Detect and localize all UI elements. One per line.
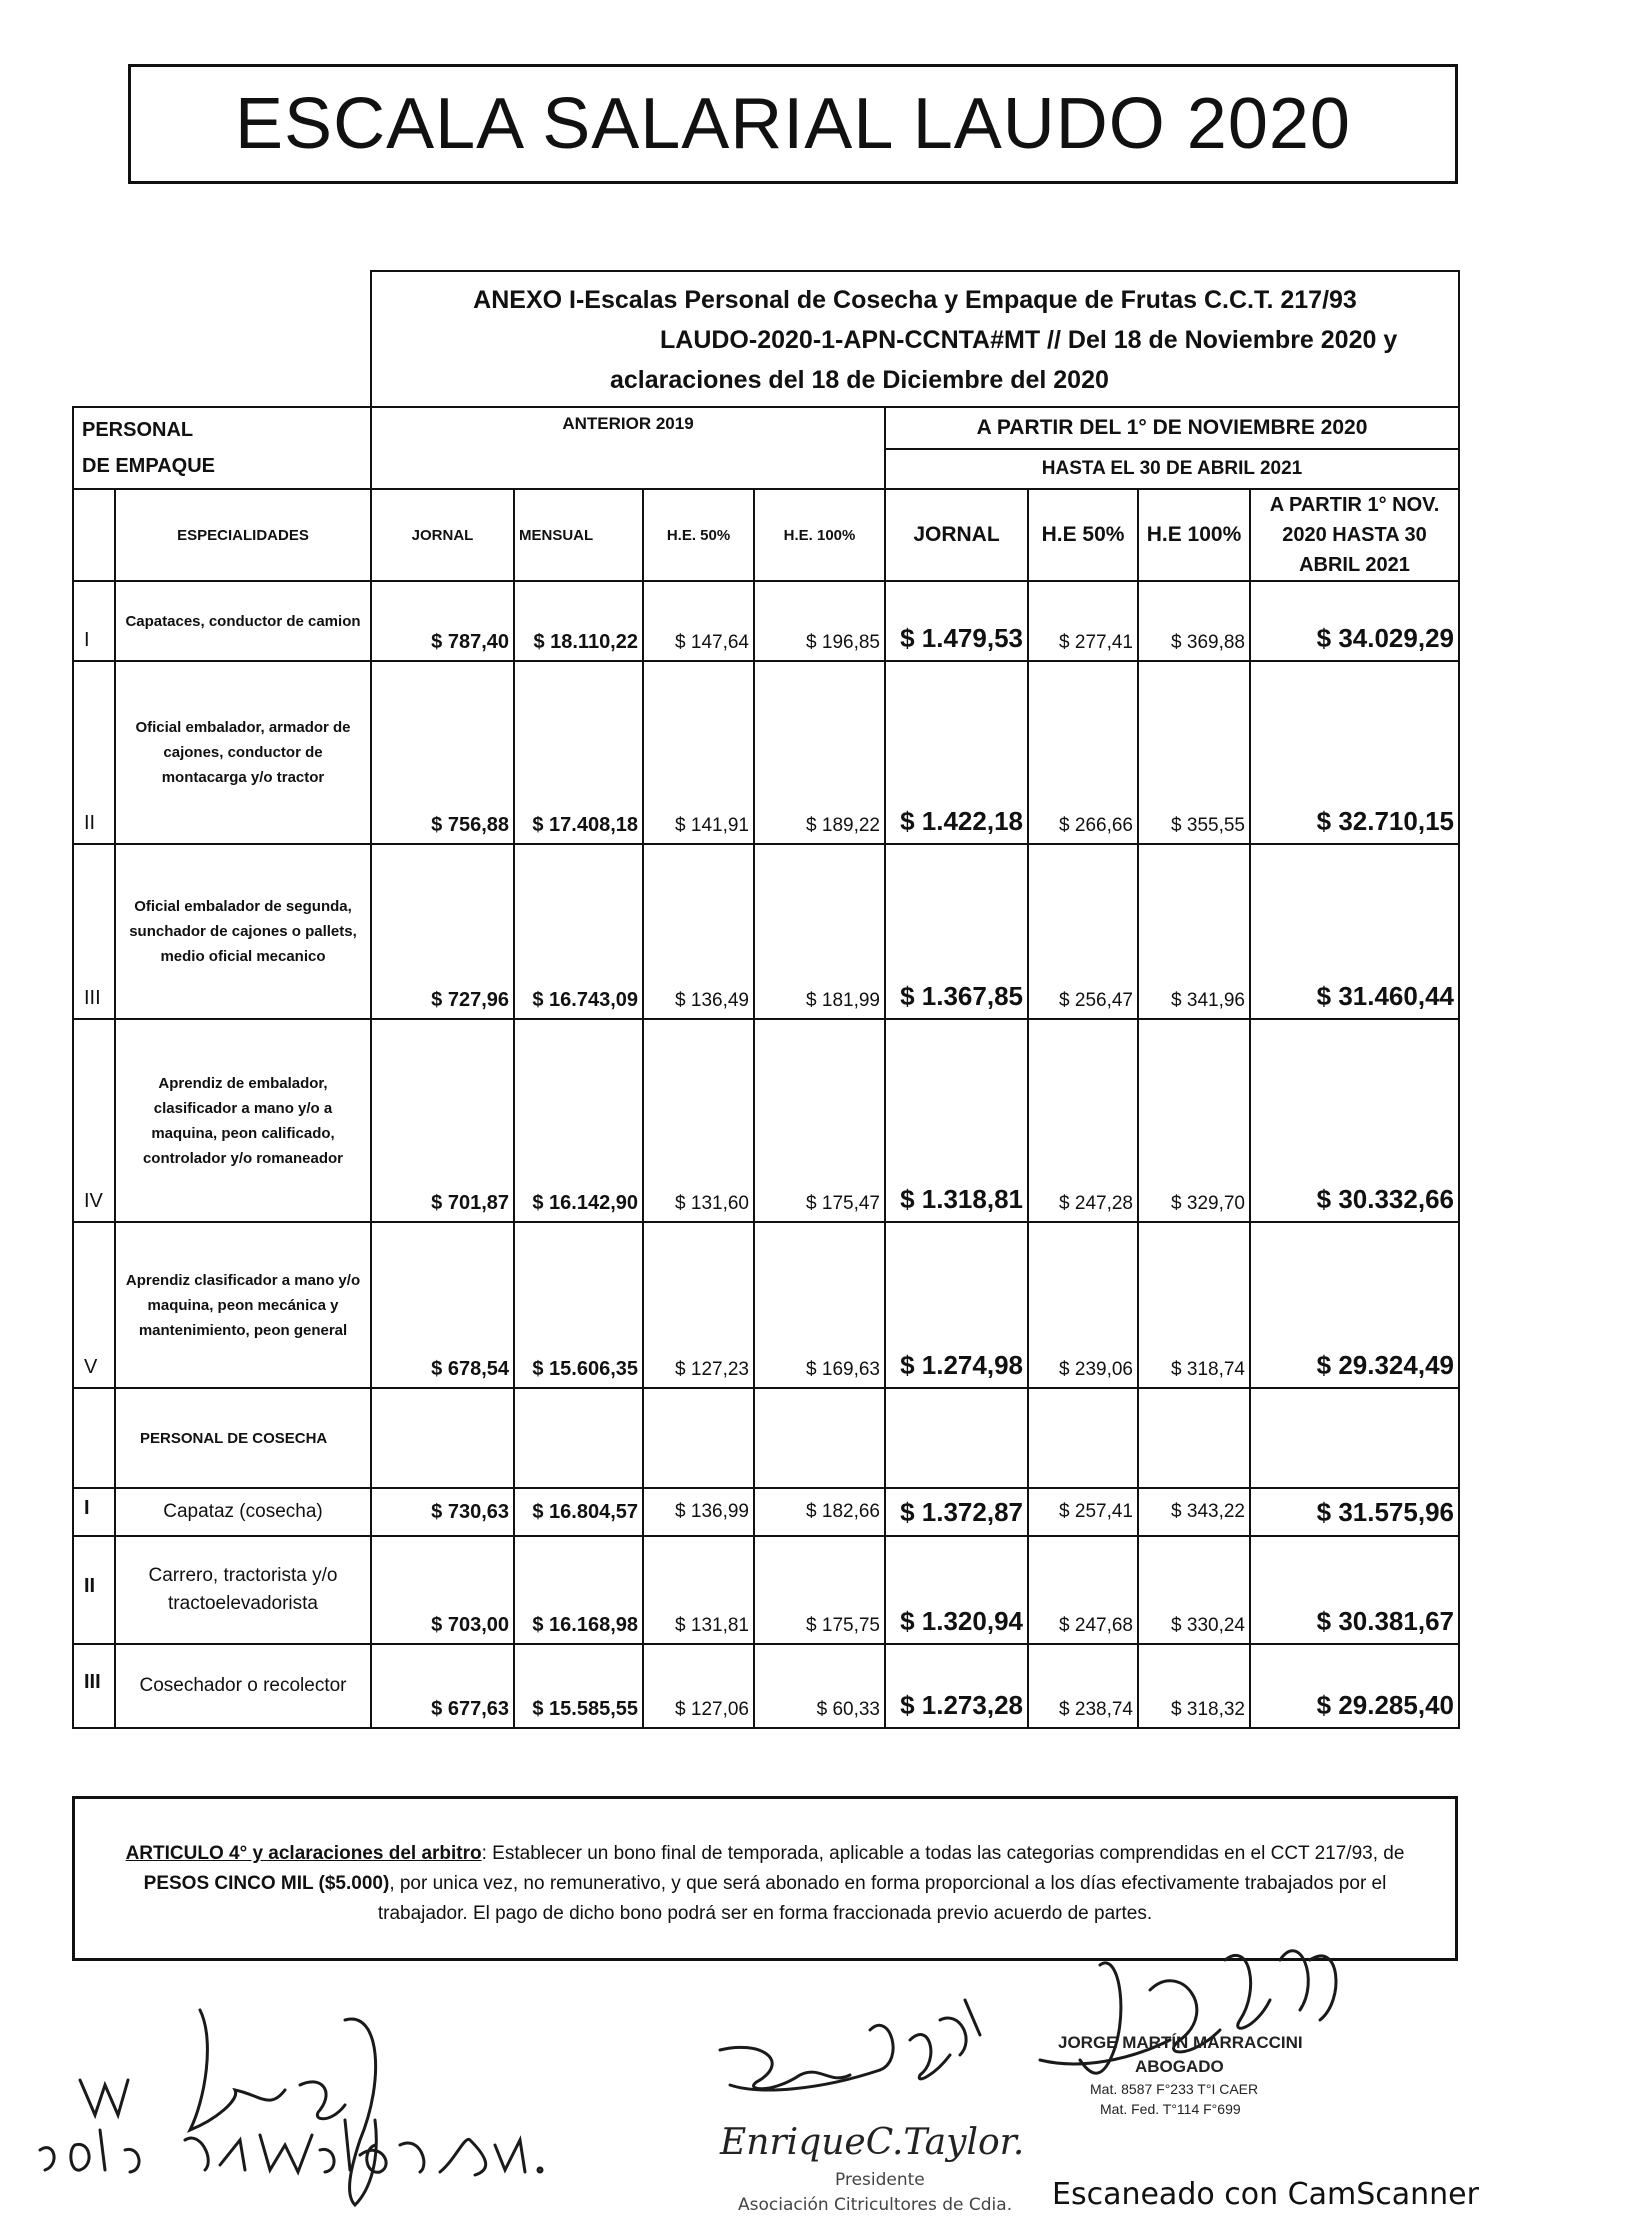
category-number: I xyxy=(73,581,115,661)
he50-2019-header: H.E. 50% xyxy=(643,489,754,581)
specialty-description: Carrero, tractorista y/o tractoelevadorista xyxy=(115,1536,371,1644)
he100-2020-value: $ 341,96 xyxy=(1138,844,1250,1019)
specialty-description: Aprendiz clasificador a mano y/o maquina, peon mecánica y mantenimiento, peon general xyxy=(115,1222,371,1388)
jornal-2019-value: $ 730,63 xyxy=(371,1488,514,1536)
jornal-2020-value: $ 1.274,98 xyxy=(885,1222,1028,1388)
mensual-2019-value: $ 16.743,09 xyxy=(514,844,643,1019)
he100-2019-value: $ 189,22 xyxy=(754,661,885,844)
lawyer-title: ABOGADO xyxy=(1135,2057,1224,2076)
jornal-2019-value: $ 756,88 xyxy=(371,661,514,844)
he50-2020-value: $ 247,28 xyxy=(1028,1019,1138,1222)
he100-2019-value: $ 182,66 xyxy=(754,1488,885,1536)
president-signature-name: EnriqueC.Taylor. xyxy=(720,2122,1025,2163)
jornal-2020-value: $ 1.372,87 xyxy=(885,1488,1028,1536)
especialidades-header: ESPECIALIDADES xyxy=(115,489,371,581)
anterior-2019-header: ANTERIOR 2019 xyxy=(371,407,885,489)
center-signature xyxy=(720,2000,980,2090)
he100-2020-value: $ 369,88 xyxy=(1138,581,1250,661)
mensual-2019-header: MENSUAL xyxy=(514,489,643,581)
he100-2020-value: $ 355,55 xyxy=(1138,661,1250,844)
he50-2019-value: $ 136,49 xyxy=(643,844,754,1019)
he100-2019-header: H.E. 100% xyxy=(754,489,885,581)
he50-2020-value: $ 247,68 xyxy=(1028,1536,1138,1644)
jornal-2020-value: $ 1.422,18 xyxy=(885,661,1028,844)
mensual-2019-value: $ 16.804,57 xyxy=(514,1488,643,1536)
he50-2020-header: H.E 50% xyxy=(1028,489,1138,581)
president-title: Presidente xyxy=(835,2170,925,2190)
anexo-line-3: aclaraciones del 18 de Diciembre del 2020 xyxy=(610,366,1109,394)
he50-2019-value: $ 147,64 xyxy=(643,581,754,661)
cosecha-section-title: PERSONAL DE COSECHA xyxy=(115,1388,371,1488)
mensual-2020-value: $ 29.285,40 xyxy=(1250,1644,1459,1728)
mensual-2020-value: $ 31.460,44 xyxy=(1250,844,1459,1019)
he50-2019-value: $ 127,06 xyxy=(643,1644,754,1728)
mensual-2020-value: $ 31.575,96 xyxy=(1250,1488,1459,1536)
he100-2019-value: $ 181,99 xyxy=(754,844,885,1019)
jornal-2020-value: $ 1.479,53 xyxy=(885,581,1028,661)
mensual-2019-value: $ 17.408,18 xyxy=(514,661,643,844)
he100-2019-value: $ 60,33 xyxy=(754,1644,885,1728)
he50-2020-value: $ 256,47 xyxy=(1028,844,1138,1019)
mensual-2020-value: $ 29.324,49 xyxy=(1250,1222,1459,1388)
specialty-description: Oficial embalador, armador de cajones, conductor de montacarga y/o tractor xyxy=(115,661,371,844)
category-number: III xyxy=(73,844,115,1019)
periodo-header: A PARTIR 1° NOV. 2020 HASTA 30 ABRIL 2021 xyxy=(1250,489,1459,581)
a-partir-header: A PARTIR DEL 1° DE NOVIEMBRE 2020 xyxy=(885,407,1459,449)
category-number: I xyxy=(73,1488,115,1536)
he100-2019-value: $ 175,47 xyxy=(754,1019,885,1222)
mensual-2020-value: $ 34.029,29 xyxy=(1250,581,1459,661)
he100-2019-value: $ 175,75 xyxy=(754,1536,885,1644)
empaque-label: DE EMPAQUE xyxy=(82,455,215,477)
articulo-lead: ARTICULO 4° y aclaraciones del arbitro xyxy=(125,1843,482,1864)
mensual-2019-value: $ 15.585,55 xyxy=(514,1644,643,1728)
he100-2020-value: $ 343,22 xyxy=(1138,1488,1250,1536)
hasta-header: HASTA EL 30 DE ABRIL 2021 xyxy=(885,449,1459,489)
anexo-line-2: LAUDO-2020-1-APN-CCNTA#MT // Del 18 de Noviembre 2020 y xyxy=(660,326,1398,354)
he50-2019-value: $ 136,99 xyxy=(643,1488,754,1536)
he50-2020-value: $ 239,06 xyxy=(1028,1222,1138,1388)
he100-2020-value: $ 329,70 xyxy=(1138,1019,1250,1222)
specialty-description: Capataz (cosecha) xyxy=(115,1488,371,1536)
jornal-2019-value: $ 787,40 xyxy=(371,581,514,661)
jornal-2020-header: JORNAL xyxy=(885,489,1028,581)
camscanner-watermark: Escaneado con CamScanner xyxy=(1052,2177,1479,2212)
he50-2019-value: $ 127,23 xyxy=(643,1222,754,1388)
jornal-2020-value: $ 1.273,28 xyxy=(885,1644,1028,1728)
jornal-2019-value: $ 703,00 xyxy=(371,1536,514,1644)
mensual-2019-value: $ 16.142,90 xyxy=(514,1019,643,1222)
he50-2019-value: $ 141,91 xyxy=(643,661,754,844)
jornal-2020-value: $ 1.320,94 xyxy=(885,1536,1028,1644)
he50-2019-value: $ 131,81 xyxy=(643,1536,754,1644)
he50-2020-value: $ 266,66 xyxy=(1028,661,1138,844)
he50-2020-value: $ 238,74 xyxy=(1028,1644,1138,1728)
jornal-2019-value: $ 678,54 xyxy=(371,1222,514,1388)
he100-2019-value: $ 196,85 xyxy=(754,581,885,661)
right-signature xyxy=(1040,1951,1336,2073)
he100-2019-value: $ 169,63 xyxy=(754,1222,885,1388)
mensual-2020-value: $ 30.332,66 xyxy=(1250,1019,1459,1222)
jornal-2020-value: $ 1.318,81 xyxy=(885,1019,1028,1222)
jornal-2019-value: $ 727,96 xyxy=(371,844,514,1019)
personal-label: PERSONAL xyxy=(82,419,194,441)
page-title: ESCALA SALARIAL LAUDO 2020 xyxy=(128,64,1458,184)
specialty-description: Cosechador o recolector xyxy=(115,1644,371,1728)
anexo-line-1: ANEXO I-Escalas Personal de Cosecha y Empaque de Frutas C.C.T. 217/93 xyxy=(473,286,1357,314)
category-number: II xyxy=(73,1536,115,1644)
specialty-description: Oficial embalador de segunda, sunchador de cajones o pallets, medio oficial mecanico xyxy=(115,844,371,1019)
president-organization: Asociación Citricultores de Cdia. xyxy=(738,2195,1013,2215)
articulo-text-2: , por unica vez, no remunerativo, y que será abonado en forma proporcional a los días efectivamente trabajados por el trabajador. El pago de dicho bono podrá ser en forma fraccionada previo acuerdo de partes. xyxy=(377,1873,1387,1924)
articulo-text-1: : Establecer un bono final de temporada, aplicable a todas las categorias comprendidas en el CCT 217/93, de xyxy=(481,1843,1405,1864)
category-number: III xyxy=(73,1644,115,1728)
jornal-2019-header: JORNAL xyxy=(371,489,514,581)
jornal-2020-value: $ 1.367,85 xyxy=(885,844,1028,1019)
he50-2020-value: $ 257,41 xyxy=(1028,1488,1138,1536)
he100-2020-value: $ 318,74 xyxy=(1138,1222,1250,1388)
he100-2020-value: $ 318,32 xyxy=(1138,1644,1250,1728)
specialty-description: Aprendiz de embalador, clasificador a mano y/o a maquina, peon calificado, controlador y/o romaneador xyxy=(115,1019,371,1222)
jornal-2019-value: $ 677,63 xyxy=(371,1644,514,1728)
lawyer-name: JORGE MARTÍN MARRACCINI xyxy=(1058,2033,1303,2052)
left-signature xyxy=(40,2010,542,2205)
category-number: II xyxy=(73,661,115,844)
he50-2020-value: $ 277,41 xyxy=(1028,581,1138,661)
jornal-2019-value: $ 701,87 xyxy=(371,1019,514,1222)
specialty-description: Capataces, conductor de camion xyxy=(115,581,371,661)
he100-2020-value: $ 330,24 xyxy=(1138,1536,1250,1644)
lawyer-mat-2: Mat. Fed. T°114 F°699 xyxy=(1100,2101,1241,2117)
lawyer-mat-1: Mat. 8587 F°233 T°I CAER xyxy=(1090,2081,1259,2097)
category-number: IV xyxy=(73,1019,115,1222)
mensual-2020-value: $ 30.381,67 xyxy=(1250,1536,1459,1644)
he50-2019-value: $ 131,60 xyxy=(643,1019,754,1222)
mensual-2019-value: $ 18.110,22 xyxy=(514,581,643,661)
mensual-2019-value: $ 16.168,98 xyxy=(514,1536,643,1644)
he100-2020-header: H.E 100% xyxy=(1138,489,1250,581)
category-number: V xyxy=(73,1222,115,1388)
mensual-2020-value: $ 32.710,15 xyxy=(1250,661,1459,844)
articulo-amount: PESOS CINCO MIL ($5.000) xyxy=(143,1873,390,1894)
mensual-2019-value: $ 15.606,35 xyxy=(514,1222,643,1388)
